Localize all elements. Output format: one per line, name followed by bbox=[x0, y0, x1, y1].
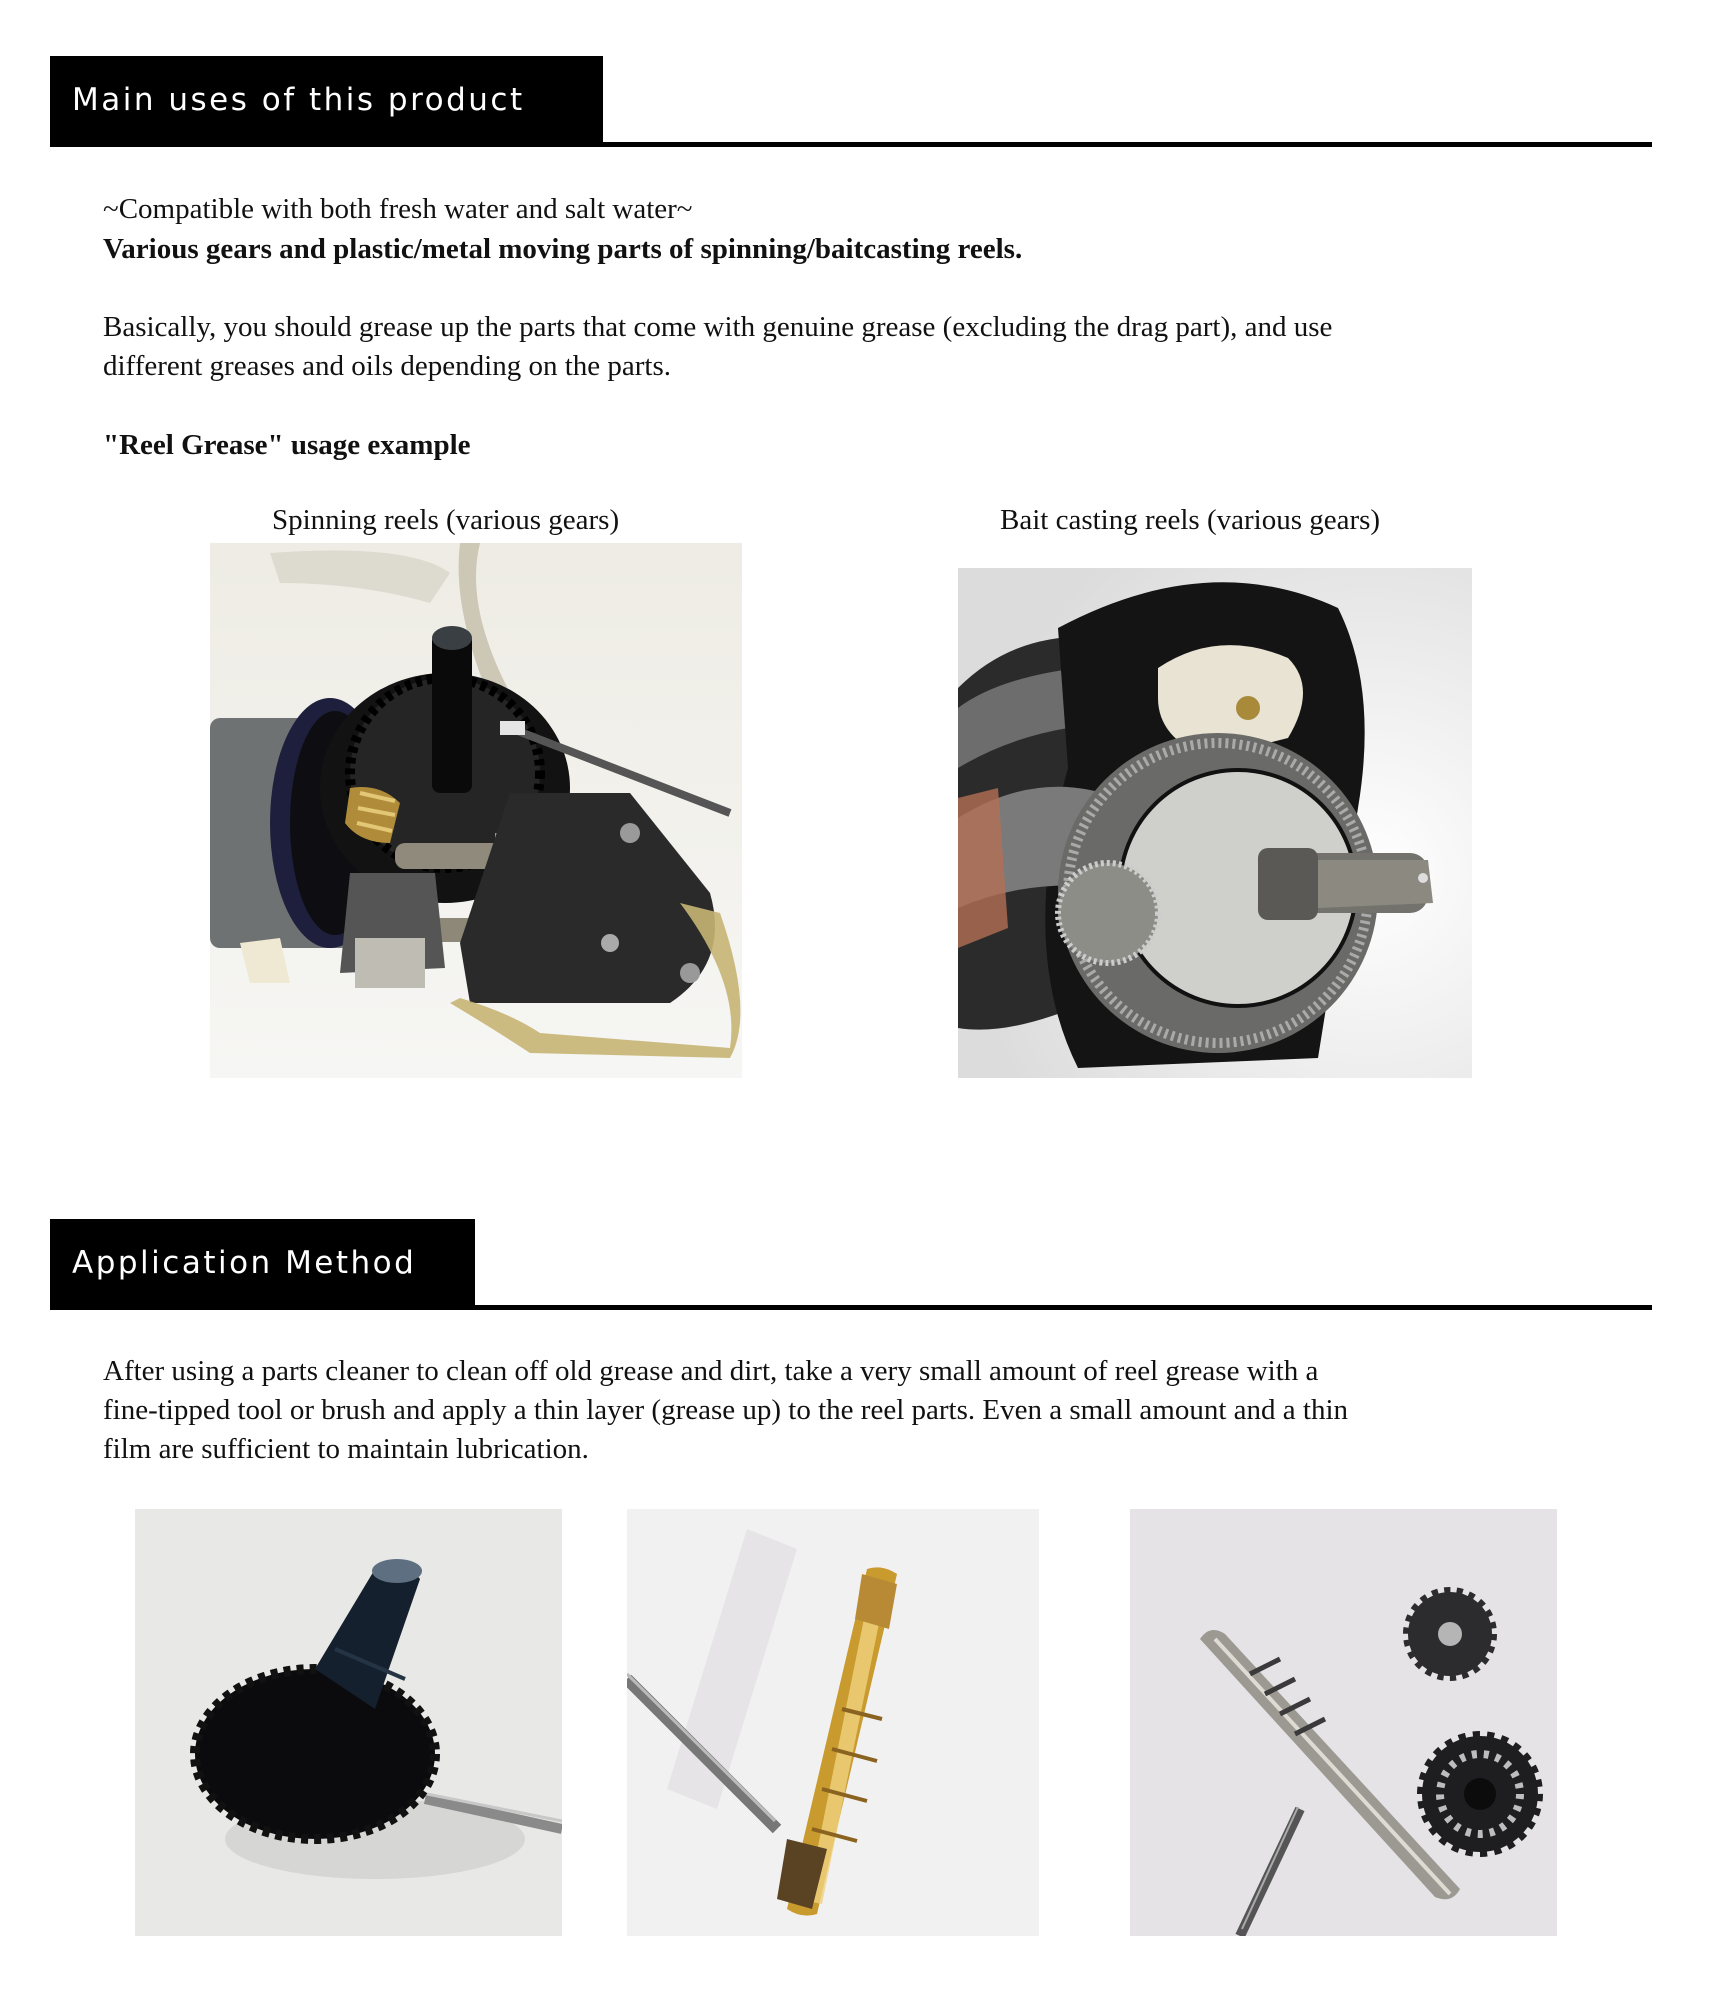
compatibility-note: ~Compatible with both fresh water and salt water~ bbox=[103, 193, 693, 225]
uses-statement: Various gears and plastic/metal moving parts of spinning/baitcasting reels. bbox=[103, 233, 1023, 265]
usage-example-subheading: "Reel Grease" usage example bbox=[103, 429, 471, 461]
spinning-reel-gears-photo bbox=[210, 543, 742, 1078]
section-header-main-uses bbox=[50, 56, 603, 144]
spinning-reel-caption: Spinning reels (various gears) bbox=[272, 504, 620, 536]
application-paragraph-line: After using a parts cleaner to clean off old grease and dirt, take a very small amount of reel grease with a bbox=[103, 1355, 1319, 1387]
baitcasting-reel-gears-photo bbox=[958, 568, 1472, 1078]
application-paragraph-line: fine-tipped tool or brush and apply a thin layer (grease up) to the reel parts. Even a small amount and a thin bbox=[103, 1394, 1349, 1426]
section-divider bbox=[50, 142, 1652, 147]
pinion-gear-greasing-photo bbox=[135, 1509, 562, 1936]
brass-worm-shaft-greasing-photo bbox=[627, 1509, 1039, 1936]
application-paragraph-line: film are sufficient to maintain lubrication. bbox=[103, 1433, 589, 1465]
usage-paragraph-line: different greases and oils depending on the parts. bbox=[103, 350, 672, 382]
shaft-and-gears-greasing-photo bbox=[1130, 1509, 1557, 1936]
section-title: Main uses of this product bbox=[72, 82, 525, 118]
section-divider bbox=[50, 1305, 1652, 1310]
baitcasting-reel-caption: Bait casting reels (various gears) bbox=[1000, 504, 1381, 536]
section-title: Application Method bbox=[72, 1245, 417, 1281]
usage-paragraph-line: Basically, you should grease up the parts that come with genuine grease (excluding the drag part), and use bbox=[103, 311, 1333, 343]
section-header-application-method bbox=[50, 1219, 475, 1307]
